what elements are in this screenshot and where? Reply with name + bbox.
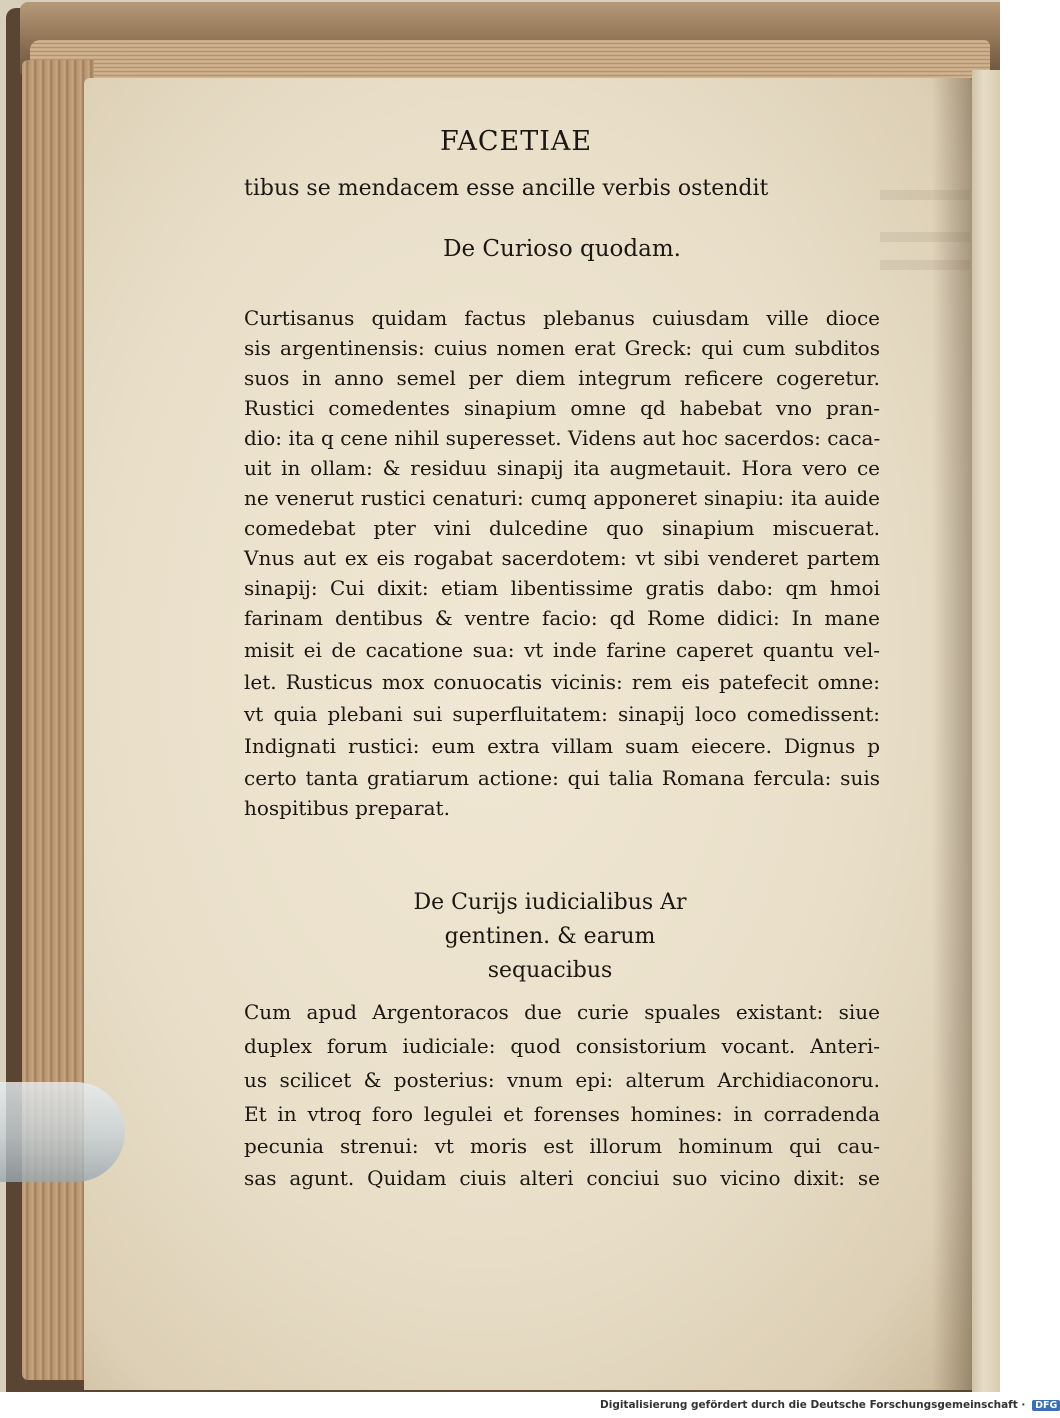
page-clip-holder bbox=[0, 1082, 125, 1182]
text-line: certo tanta gratiarum actione: qui talia Romana fercula: suis bbox=[244, 766, 880, 790]
heading-line: gentinen. & earum bbox=[444, 924, 656, 949]
bleed-through-mark bbox=[880, 232, 970, 242]
running-header: FACETIAE bbox=[440, 126, 593, 157]
text-line: suos in anno semel per diem integrum reficere cogeretur. bbox=[244, 366, 880, 390]
section-heading-de-curijs bbox=[390, 886, 710, 988]
carry-over-line: tibus se mendacem esse ancille verbis ostendit bbox=[244, 176, 769, 201]
facing-page-edge bbox=[972, 70, 1000, 1392]
text-line: Curtisanus quidam factus plebanus cuiusdam ville dioce bbox=[244, 306, 880, 330]
text-line: Vnus aut ex eis rogabat sacerdotem: vt sibi venderet partem bbox=[244, 546, 880, 570]
funding-credit bbox=[600, 1399, 1058, 1411]
gutter-shadow bbox=[932, 78, 972, 1390]
bleed-through-mark bbox=[880, 260, 970, 270]
text-line: misit ei de cacatione sua: vt inde farine caperet quantu vel- bbox=[244, 638, 880, 662]
text-line: pecunia strenui: vt moris est illorum hominum qui cau- bbox=[244, 1134, 880, 1158]
text-line: sis argentinensis: cuius nomen erat Greck: qui cum subditos bbox=[244, 336, 880, 360]
heading-line: De Curijs iudicialibus Ar bbox=[413, 890, 687, 915]
text-line: Rustici comedentes sinapium omne qd habebat vno pran- bbox=[244, 396, 880, 420]
text-line: sas agunt. Quidam ciuis alteri conciui suo vicino dixit: se bbox=[244, 1166, 880, 1190]
text-line: dio: ita q cene nihil superesset. Videns aut hoc sacerdos: caca- bbox=[244, 426, 881, 450]
text-line: farinam dentibus & ventre facio: qd Rome didici: In mane bbox=[244, 606, 880, 630]
text-line: uit in ollam: & residuu sinapij ita augmetauit. Hora vero ce bbox=[244, 456, 880, 480]
text-line: ne venerut rustici cenaturi: cumq apponeret sinapiu: ita auide bbox=[244, 486, 880, 510]
text-line: comedebat pter vini dulcedine quo sinapium miscuerat. bbox=[244, 516, 880, 540]
text-line: let. Rusticus mox conuocatis vicinis: rem eis patefecit omne: bbox=[244, 670, 880, 694]
text-line: sinapij: Cui dixit: etiam libentissime gratis dabo: qm hmoi bbox=[244, 576, 880, 600]
dfg-logo: DFG bbox=[1032, 1400, 1060, 1411]
bleed-through-mark bbox=[880, 190, 970, 200]
text-line: vt quia plebani sui superfluitatem: sinapij loco comedissent: bbox=[244, 702, 880, 726]
text-line: Indignati rustici: eum extra villam suam eiecere. Dignus p bbox=[244, 734, 880, 758]
text-line: Et in vtroq foro legulei et forenses homines: in corradenda bbox=[244, 1102, 880, 1126]
section-heading-de-curioso: De Curioso quodam. bbox=[443, 236, 681, 262]
funding-credit-text: Digitalisierung gefördert durch die Deutsche Forschungsgemeinschaft · bbox=[600, 1399, 1026, 1411]
text-line: hospitibus preparat. bbox=[244, 796, 450, 820]
heading-line: sequacibus bbox=[487, 958, 613, 983]
text-line: duplex forum iudiciale: quod consistorium vocant. Anteri- bbox=[244, 1034, 880, 1058]
text-line: Cum apud Argentoracos due curie spuales existant: siue bbox=[244, 1000, 880, 1024]
text-line: us scilicet & posterius: vnum epi: alterum Archidiaconoru. bbox=[244, 1068, 880, 1092]
